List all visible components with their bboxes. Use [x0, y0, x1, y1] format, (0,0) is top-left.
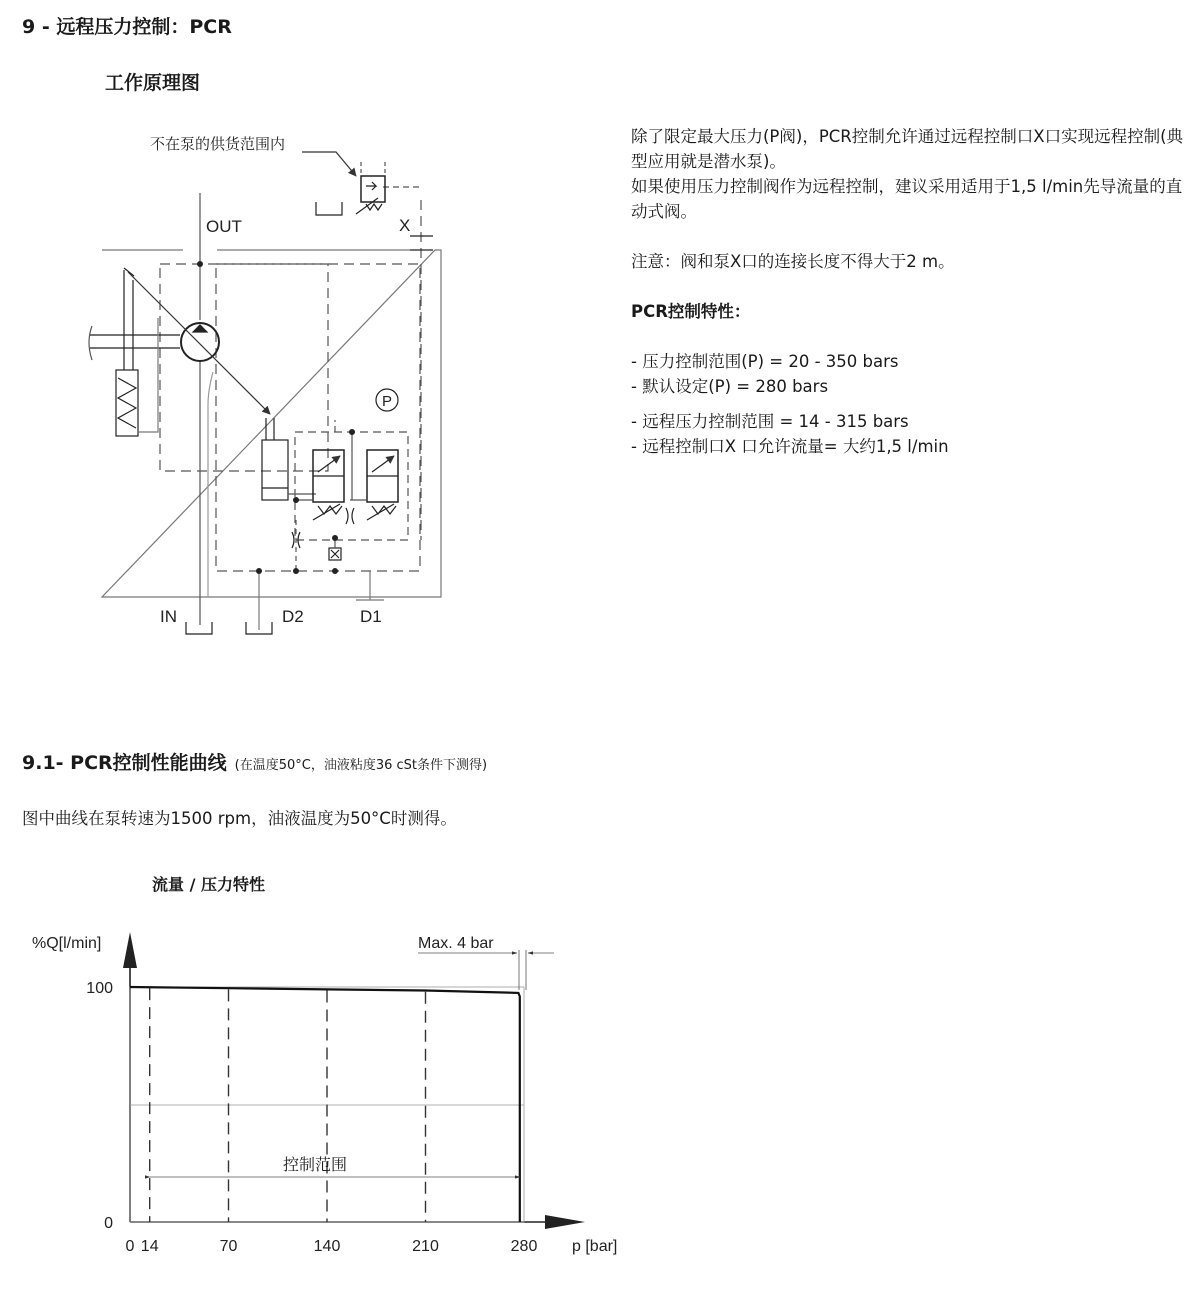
y-axis-label: %Q[l/min] [32, 935, 102, 952]
flow-pressure-chart [0, 920, 660, 1270]
section-title: 9 - 远程压力控制：PCR [22, 16, 232, 38]
remote-item: - 远程控制口X 口允许流量= 大约1,5 l/min [631, 437, 949, 456]
y-tick-100: 100 [86, 980, 113, 997]
characteristics-item: - 默认设定(P) = 280 bars [631, 377, 829, 396]
x-tick-label: 280 [510, 1238, 538, 1255]
x-axis-arrow [545, 1215, 585, 1229]
curve-condition: (在温度50°C，油液粘度36 cSt条件下测得) [234, 758, 488, 773]
y-tick-0: 0 [104, 1215, 113, 1232]
d1-port-label: D1 [360, 607, 382, 626]
flow-curve [130, 987, 520, 1222]
characteristics-item: - 压力控制范围(P) = 20 - 350 bars [631, 352, 899, 371]
description-paragraph: 除了限定最大压力(P阀)，PCR控制允许通过远程控制口X口实现远程控制(典型应用就是潜水泵)。 [631, 127, 1184, 171]
p-label: P [381, 393, 393, 410]
x-tick-label: 140 [313, 1238, 341, 1255]
curve-note: 图中曲线在泵转速为1500 rpm，油液温度为50°C时测得。 [22, 809, 457, 828]
diagram-title: 工作原理图 [105, 72, 201, 94]
x-axis-label: p [bar] [572, 1238, 618, 1255]
y-axis-arrow [123, 932, 137, 968]
not-supplied-label: 不在泵的供货范围内 [150, 136, 286, 153]
d2-port-label: D2 [282, 607, 304, 626]
x-tick-label: 0 [125, 1238, 135, 1255]
x-port-label: X [399, 216, 411, 235]
out-port-label: OUT [206, 217, 242, 236]
x-tick-label: 14 [140, 1238, 159, 1255]
characteristics-title: PCR控制特性： [631, 302, 751, 321]
chart-title: 流量 / 压力特性 [152, 875, 265, 894]
description-paragraph: 如果使用压力控制阀作为远程控制，建议采用适用于1,5 l/min先导流量的直动式阀。 [631, 177, 1183, 221]
remote-item: - 远程压力控制范围 = 14 - 315 bars [631, 412, 909, 431]
connection-note: 注意：阀和泵X口的连接长度不得大于2 m。 [631, 252, 955, 271]
control-range-label: 控制范围 [282, 1157, 348, 1174]
max-bar-label: Max. 4 bar [418, 935, 494, 952]
x-tick-label: 210 [412, 1238, 439, 1255]
curve-section-title [22, 748, 487, 775]
pcr-schematic [0, 110, 620, 650]
in-port-label: IN [160, 607, 177, 626]
curve-title-text: 9.1- PCR控制性能曲线 [22, 752, 227, 774]
x-tick-label: 70 [219, 1238, 238, 1255]
description [631, 124, 1191, 459]
